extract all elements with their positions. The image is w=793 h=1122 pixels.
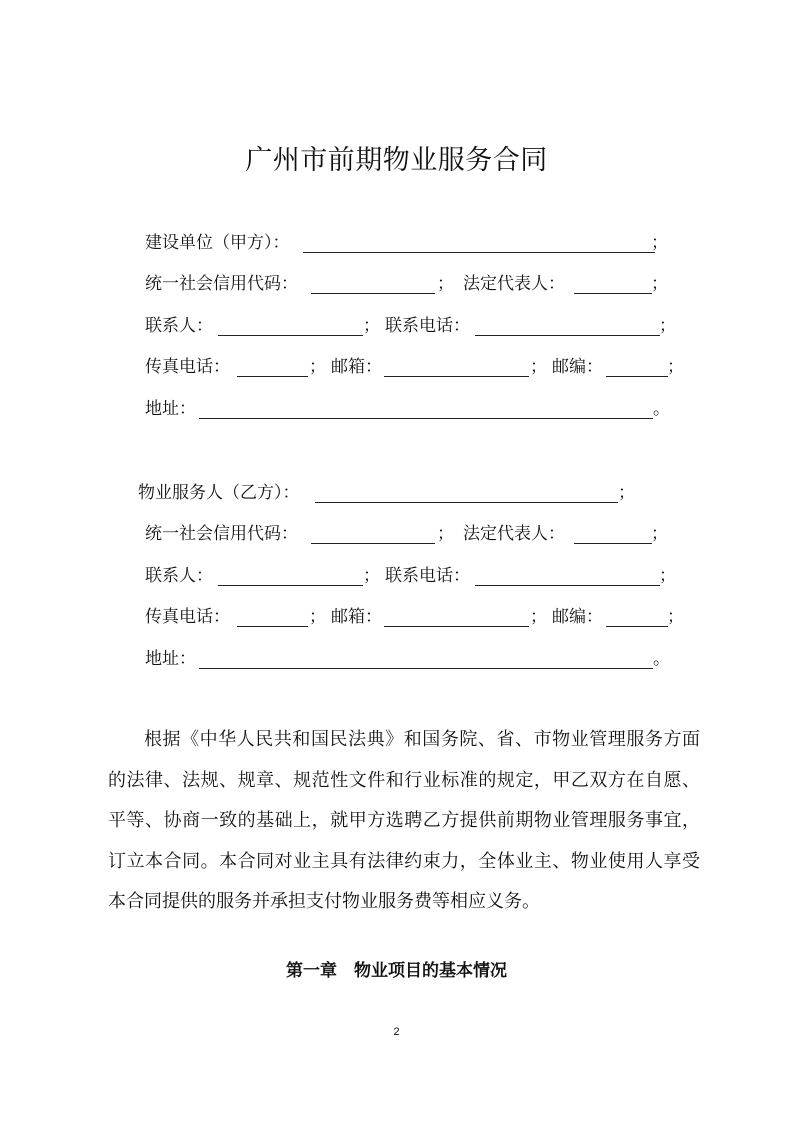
party-a-postcode-field[interactable] [606, 376, 668, 377]
semicolon: ； [667, 607, 684, 627]
party-b-address-field[interactable] [199, 668, 653, 669]
semicolon: ； [651, 233, 668, 253]
credit-code-label: 统一社会信用代码： [145, 524, 298, 544]
party-a-contact-field[interactable] [218, 335, 363, 336]
credit-code-label: 统一社会信用代码： [145, 274, 298, 294]
party-a-address-field[interactable] [199, 418, 653, 419]
semicolon: ； [309, 357, 326, 377]
legal-rep-label: 法定代表人： [463, 274, 565, 294]
party-a-address-row [145, 397, 685, 421]
party-b-contact-row [145, 564, 685, 588]
document-title: 广州市前期物业服务合同 [245, 145, 548, 176]
party-b-contact-field[interactable] [218, 585, 363, 586]
email-label: 邮箱： [331, 607, 382, 627]
address-label: 地址： [145, 649, 196, 669]
party-a-credit-code-field[interactable] [311, 293, 435, 294]
period: 。 [653, 399, 670, 419]
party-a-name-field[interactable] [303, 252, 655, 253]
contact-label: 联系人： [145, 316, 213, 336]
party-a-fax-field[interactable] [237, 376, 308, 377]
party-b-address-row [145, 647, 685, 671]
party-a-legal-rep-field[interactable] [574, 293, 652, 294]
party-b-code-row [145, 522, 685, 546]
party-a-heading: 建设单位（甲方）： [145, 233, 290, 253]
postcode-label: 邮编： [552, 357, 603, 377]
party-b-fax-row [145, 605, 685, 629]
party-a-name-row [145, 231, 685, 255]
semicolon: ； [651, 274, 668, 294]
party-a-phone-field[interactable] [475, 335, 660, 336]
email-label: 邮箱： [331, 357, 382, 377]
semicolon: ； [618, 483, 635, 503]
party-b-name-field[interactable] [315, 502, 618, 503]
legal-rep-label: 法定代表人： [463, 524, 565, 544]
party-b-legal-rep-field[interactable] [574, 543, 652, 544]
party-a-fax-row [145, 355, 685, 379]
semicolon: ； [363, 316, 380, 336]
address-label: 地址： [145, 399, 196, 419]
contact-label: 联系人： [145, 566, 213, 586]
party-b-credit-code-field[interactable] [311, 543, 435, 544]
semicolon: ； [309, 607, 326, 627]
semicolon: ； [530, 357, 547, 377]
party-a-email-field[interactable] [384, 376, 529, 377]
phone-label: 联系电话： [385, 316, 470, 336]
chapter-heading: 第一章 物业项目的基本情况 [286, 961, 507, 981]
fax-label: 传真电话： [145, 607, 230, 627]
period: 。 [653, 649, 670, 669]
party-a-code-row [145, 272, 685, 296]
party-b-fax-field[interactable] [237, 626, 308, 627]
semicolon: ； [437, 274, 454, 294]
semicolon: ； [363, 566, 380, 586]
party-b-postcode-field[interactable] [606, 626, 668, 627]
party-b-phone-field[interactable] [475, 585, 660, 586]
party-b-heading: 物业服务人（乙方）： [138, 483, 300, 503]
postcode-label: 邮编： [552, 607, 603, 627]
party-a-contact-row [145, 314, 685, 338]
fax-label: 传真电话： [145, 357, 230, 377]
party-b-name-row [138, 481, 678, 505]
semicolon: ； [659, 566, 676, 586]
preamble-paragraph: 根据《中华人民共和国民法典》和国务院、省、市物业管理服务方面的法律、法规、规章、规范性文件和行业标准的规定，甲乙双方在自愿、平等、协商一致的基础上，就甲方选聘乙方提供前期物业管理服务事宜，订立本合同。本合同对业主具有法律约束力，全体业主、物业使用人享受本合同提供的服务并承担支付物业服务费等相应义务。 [108, 729, 700, 912]
semicolon: ； [659, 316, 676, 336]
party-b-email-field[interactable] [384, 626, 529, 627]
semicolon: ； [437, 524, 454, 544]
phone-label: 联系电话： [385, 566, 470, 586]
semicolon: ； [530, 607, 547, 627]
page-number: 2 [393, 1026, 400, 1038]
semicolon: ； [667, 357, 684, 377]
semicolon: ； [651, 524, 668, 544]
